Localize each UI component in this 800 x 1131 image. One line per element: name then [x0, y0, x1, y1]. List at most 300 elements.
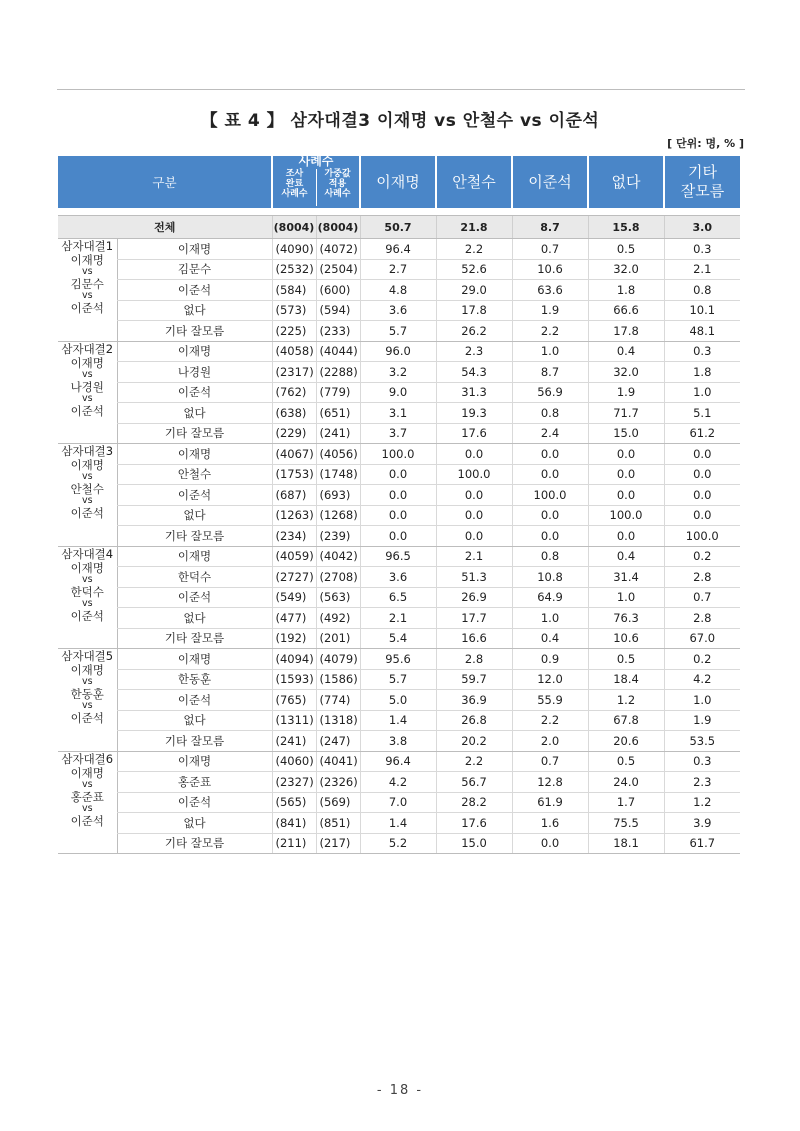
- row-value: 0.3: [664, 239, 740, 260]
- table-row: [58, 403, 740, 424]
- row-value: 67.0: [664, 628, 740, 649]
- row-value: 0.0: [512, 444, 588, 465]
- row-value: 100.0: [664, 526, 740, 547]
- row-value: 1.7: [588, 792, 664, 813]
- row-value: 4.2: [664, 669, 740, 690]
- table-row: [58, 423, 740, 444]
- row-n1: (225): [272, 321, 316, 342]
- row-n2: (2504): [316, 259, 360, 280]
- row-value: 2.7: [360, 259, 436, 280]
- row-value: 96.5: [360, 546, 436, 567]
- row-value: 26.9: [436, 587, 512, 608]
- table-row: [58, 239, 740, 260]
- row-value: 2.3: [664, 772, 740, 793]
- row-n1: (573): [272, 300, 316, 321]
- row-value: 36.9: [436, 690, 512, 711]
- row-value: 17.6: [436, 423, 512, 444]
- row-n1: (1593): [272, 669, 316, 690]
- row-value: 26.2: [436, 321, 512, 342]
- row-n2: (779): [316, 382, 360, 403]
- row-n1: (638): [272, 403, 316, 424]
- row-label: 없다: [117, 608, 272, 629]
- total-n2: (8004): [316, 216, 360, 239]
- row-value: 6.5: [360, 587, 436, 608]
- group-label: 삼자대결1 이재명 vs 김문수 vs 이준석: [58, 239, 117, 342]
- row-value: 0.7: [664, 587, 740, 608]
- row-n2: (594): [316, 300, 360, 321]
- total-value: 3.0: [664, 216, 740, 239]
- row-n1: (841): [272, 813, 316, 834]
- row-value: 0.0: [436, 485, 512, 506]
- row-n2: (1748): [316, 464, 360, 485]
- row-label: 이재명: [117, 751, 272, 772]
- row-label: 이준석: [117, 485, 272, 506]
- row-value: 56.7: [436, 772, 512, 793]
- row-value: 1.8: [588, 280, 664, 301]
- row-value: 61.7: [664, 833, 740, 854]
- row-n2: (201): [316, 628, 360, 649]
- row-value: 0.0: [360, 464, 436, 485]
- row-label: 없다: [117, 505, 272, 526]
- row-value: 3.6: [360, 300, 436, 321]
- table-row: [58, 526, 740, 547]
- unit-label: [ 단위: 명, % ]: [667, 137, 744, 150]
- row-value: 0.0: [360, 505, 436, 526]
- row-value: 20.6: [588, 731, 664, 752]
- row-n1: (584): [272, 280, 316, 301]
- row-value: 10.8: [512, 567, 588, 588]
- row-value: 0.0: [588, 485, 664, 506]
- header-sample-weighted: 가중값 적용 사례수: [324, 169, 351, 199]
- row-n1: (4059): [272, 546, 316, 567]
- header-col-3: 이준석: [512, 156, 588, 208]
- row-n2: (217): [316, 833, 360, 854]
- row-value: 28.2: [436, 792, 512, 813]
- row-value: 18.1: [588, 833, 664, 854]
- table-row: [58, 628, 740, 649]
- row-label: 한덕수: [117, 567, 272, 588]
- row-label: 이재명: [117, 546, 272, 567]
- table-row: [58, 710, 740, 731]
- group-label: 삼자대결3 이재명 vs 안철수 vs 이준석: [58, 444, 117, 547]
- row-value: 17.8: [436, 300, 512, 321]
- row-value: 10.6: [588, 628, 664, 649]
- row-label: 기타 잘모름: [117, 423, 272, 444]
- total-value: 50.7: [360, 216, 436, 239]
- row-value: 96.0: [360, 341, 436, 362]
- row-value: 2.8: [664, 567, 740, 588]
- row-value: 0.8: [512, 546, 588, 567]
- row-label: 기타 잘모름: [117, 321, 272, 342]
- header-col-5: 기타 잘모름: [664, 156, 740, 208]
- row-value: 10.1: [664, 300, 740, 321]
- row-n1: (234): [272, 526, 316, 547]
- row-n2: (4079): [316, 649, 360, 670]
- row-label: 안철수: [117, 464, 272, 485]
- row-value: 0.0: [664, 444, 740, 465]
- header-sample-caption: 사례수: [298, 154, 334, 168]
- row-value: 5.0: [360, 690, 436, 711]
- row-label: 홍준표: [117, 772, 272, 793]
- row-value: 5.7: [360, 669, 436, 690]
- row-value: 1.9: [588, 382, 664, 403]
- row-value: 75.5: [588, 813, 664, 834]
- row-value: 15.0: [588, 423, 664, 444]
- row-value: 8.7: [512, 362, 588, 383]
- row-value: 4.2: [360, 772, 436, 793]
- row-value: 2.2: [512, 321, 588, 342]
- row-value: 1.0: [512, 341, 588, 362]
- row-value: 100.0: [588, 505, 664, 526]
- row-n2: (492): [316, 608, 360, 629]
- total-value: 8.7: [512, 216, 588, 239]
- row-value: 15.0: [436, 833, 512, 854]
- header-col-1: 이재명: [360, 156, 436, 208]
- row-value: 0.0: [512, 464, 588, 485]
- row-n2: (774): [316, 690, 360, 711]
- row-value: 0.0: [436, 526, 512, 547]
- row-value: 56.9: [512, 382, 588, 403]
- header-row: [58, 156, 740, 208]
- row-value: 1.4: [360, 710, 436, 731]
- row-n1: (4060): [272, 751, 316, 772]
- row-n2: (2708): [316, 567, 360, 588]
- row-n1: (241): [272, 731, 316, 752]
- table-row: [58, 731, 740, 752]
- row-label: 없다: [117, 403, 272, 424]
- table-row: [58, 833, 740, 854]
- table-title: 【 표 4 】 삼자대결3 이재명 vs 안철수 vs 이준석: [200, 111, 600, 131]
- row-n2: (4044): [316, 341, 360, 362]
- group-label: 삼자대결5 이재명 vs 한동훈 vs 이준석: [58, 649, 117, 752]
- table-row: [58, 444, 740, 465]
- row-n1: (211): [272, 833, 316, 854]
- row-value: 16.6: [436, 628, 512, 649]
- group-label: 삼자대결4 이재명 vs 한덕수 vs 이준석: [58, 546, 117, 649]
- table-row: [58, 751, 740, 772]
- row-value: 1.0: [512, 608, 588, 629]
- row-value: 2.3: [436, 341, 512, 362]
- table-row: [58, 587, 740, 608]
- row-value: 61.2: [664, 423, 740, 444]
- row-value: 3.8: [360, 731, 436, 752]
- row-n1: (1311): [272, 710, 316, 731]
- row-value: 20.2: [436, 731, 512, 752]
- row-value: 0.0: [588, 444, 664, 465]
- row-value: 0.0: [360, 485, 436, 506]
- row-value: 76.3: [588, 608, 664, 629]
- row-value: 0.0: [512, 833, 588, 854]
- row-n2: (2288): [316, 362, 360, 383]
- row-value: 0.0: [588, 526, 664, 547]
- row-value: 100.0: [360, 444, 436, 465]
- row-n1: (2317): [272, 362, 316, 383]
- row-value: 52.6: [436, 259, 512, 280]
- row-value: 1.9: [512, 300, 588, 321]
- row-value: 0.5: [588, 649, 664, 670]
- row-n1: (1263): [272, 505, 316, 526]
- row-n1: (565): [272, 792, 316, 813]
- row-value: 54.3: [436, 362, 512, 383]
- total-value: 21.8: [436, 216, 512, 239]
- row-value: 67.8: [588, 710, 664, 731]
- row-value: 55.9: [512, 690, 588, 711]
- row-label: 기타 잘모름: [117, 833, 272, 854]
- row-value: 12.8: [512, 772, 588, 793]
- row-n2: (233): [316, 321, 360, 342]
- row-value: 66.6: [588, 300, 664, 321]
- row-n2: (1586): [316, 669, 360, 690]
- header-sample-completed: 조사 완료 사례수: [281, 169, 308, 199]
- row-value: 2.8: [664, 608, 740, 629]
- header-gubun: 구분: [58, 156, 272, 208]
- row-n1: (4067): [272, 444, 316, 465]
- table-row: [58, 341, 740, 362]
- table-row: [58, 485, 740, 506]
- row-n2: (247): [316, 731, 360, 752]
- row-value: 19.3: [436, 403, 512, 424]
- row-value: 2.1: [360, 608, 436, 629]
- header-col-4: 없다: [588, 156, 664, 208]
- row-n1: (4058): [272, 341, 316, 362]
- row-value: 48.1: [664, 321, 740, 342]
- table-row: [58, 382, 740, 403]
- row-value: 0.8: [512, 403, 588, 424]
- row-value: 0.4: [588, 546, 664, 567]
- row-value: 0.3: [664, 751, 740, 772]
- page-number: - 18 -: [376, 1083, 424, 1098]
- row-label: 이준석: [117, 382, 272, 403]
- row-value: 2.1: [664, 259, 740, 280]
- row-value: 71.7: [588, 403, 664, 424]
- table-row: [58, 608, 740, 629]
- total-row: [58, 216, 740, 239]
- row-n1: (192): [272, 628, 316, 649]
- row-value: 1.0: [664, 690, 740, 711]
- row-label: 기타 잘모름: [117, 731, 272, 752]
- row-value: 32.0: [588, 259, 664, 280]
- row-value: 51.3: [436, 567, 512, 588]
- row-value: 0.0: [664, 505, 740, 526]
- row-value: 0.3: [664, 341, 740, 362]
- row-value: 2.2: [512, 710, 588, 731]
- row-value: 63.6: [512, 280, 588, 301]
- row-value: 3.1: [360, 403, 436, 424]
- table-row: [58, 280, 740, 301]
- row-value: 1.9: [664, 710, 740, 731]
- row-value: 1.4: [360, 813, 436, 834]
- row-n2: (1268): [316, 505, 360, 526]
- row-value: 10.6: [512, 259, 588, 280]
- row-value: 32.0: [588, 362, 664, 383]
- row-value: 5.4: [360, 628, 436, 649]
- row-value: 31.4: [588, 567, 664, 588]
- row-n1: (687): [272, 485, 316, 506]
- row-value: 0.8: [664, 280, 740, 301]
- row-value: 0.5: [588, 751, 664, 772]
- table-body: [58, 216, 740, 854]
- table-row: [58, 362, 740, 383]
- row-value: 0.0: [588, 464, 664, 485]
- row-value: 0.0: [664, 464, 740, 485]
- row-n1: (2727): [272, 567, 316, 588]
- row-label: 나경원: [117, 362, 272, 383]
- row-label: 이준석: [117, 690, 272, 711]
- row-value: 1.2: [664, 792, 740, 813]
- row-value: 0.7: [512, 239, 588, 260]
- row-value: 0.0: [436, 505, 512, 526]
- table-row: [58, 567, 740, 588]
- row-n2: (851): [316, 813, 360, 834]
- row-label: 한동훈: [117, 669, 272, 690]
- table-row: [58, 772, 740, 793]
- row-label: 이재명: [117, 341, 272, 362]
- row-n1: (477): [272, 608, 316, 629]
- row-value: 96.4: [360, 239, 436, 260]
- row-value: 2.4: [512, 423, 588, 444]
- row-value: 100.0: [512, 485, 588, 506]
- row-n1: (2532): [272, 259, 316, 280]
- total-n1: (8004): [272, 216, 316, 239]
- row-value: 0.4: [512, 628, 588, 649]
- row-value: 1.0: [588, 587, 664, 608]
- row-value: 0.0: [436, 444, 512, 465]
- row-n2: (4072): [316, 239, 360, 260]
- table-row: [58, 259, 740, 280]
- group-label: 삼자대결6 이재명 vs 홍준표 vs 이준석: [58, 751, 117, 854]
- results-table: [58, 156, 740, 854]
- row-label: 김문수: [117, 259, 272, 280]
- row-value: 29.0: [436, 280, 512, 301]
- row-value: 17.6: [436, 813, 512, 834]
- table-row: [58, 505, 740, 526]
- row-value: 4.8: [360, 280, 436, 301]
- row-value: 5.1: [664, 403, 740, 424]
- row-n1: (762): [272, 382, 316, 403]
- row-n2: (241): [316, 423, 360, 444]
- row-value: 2.8: [436, 649, 512, 670]
- row-n2: (1318): [316, 710, 360, 731]
- row-value: 95.6: [360, 649, 436, 670]
- row-value: 2.2: [436, 751, 512, 772]
- row-label: 이준석: [117, 587, 272, 608]
- table-row: [58, 649, 740, 670]
- row-label: 이준석: [117, 792, 272, 813]
- total-value: 15.8: [588, 216, 664, 239]
- row-label: 이재명: [117, 649, 272, 670]
- row-value: 2.1: [436, 546, 512, 567]
- row-value: 2.0: [512, 731, 588, 752]
- row-n1: (1753): [272, 464, 316, 485]
- group-label: 삼자대결2 이재명 vs 나경원 vs 이준석: [58, 341, 117, 444]
- table-row: [58, 321, 740, 342]
- row-label: 없다: [117, 710, 272, 731]
- table-row: [58, 813, 740, 834]
- row-value: 1.2: [588, 690, 664, 711]
- row-n2: (4042): [316, 546, 360, 567]
- row-value: 0.2: [664, 546, 740, 567]
- top-rule: [57, 89, 745, 90]
- row-n2: (239): [316, 526, 360, 547]
- row-value: 3.6: [360, 567, 436, 588]
- table-row: [58, 464, 740, 485]
- row-value: 12.0: [512, 669, 588, 690]
- row-value: 17.7: [436, 608, 512, 629]
- row-n2: (563): [316, 587, 360, 608]
- table-row: [58, 300, 740, 321]
- row-n2: (2326): [316, 772, 360, 793]
- row-n1: (765): [272, 690, 316, 711]
- row-value: 3.7: [360, 423, 436, 444]
- row-n1: (4090): [272, 239, 316, 260]
- row-label: 이준석: [117, 280, 272, 301]
- row-value: 7.0: [360, 792, 436, 813]
- row-value: 53.5: [664, 731, 740, 752]
- row-value: 5.2: [360, 833, 436, 854]
- row-value: 26.8: [436, 710, 512, 731]
- row-n2: (693): [316, 485, 360, 506]
- row-value: 64.9: [512, 587, 588, 608]
- row-label: 없다: [117, 300, 272, 321]
- table-row: [58, 546, 740, 567]
- row-value: 1.0: [664, 382, 740, 403]
- row-label: 이재명: [117, 444, 272, 465]
- row-value: 24.0: [588, 772, 664, 793]
- row-n1: (4094): [272, 649, 316, 670]
- row-n2: (600): [316, 280, 360, 301]
- row-n2: (4056): [316, 444, 360, 465]
- header-col-2: 안철수: [436, 156, 512, 208]
- row-label: 이재명: [117, 239, 272, 260]
- row-value: 2.2: [436, 239, 512, 260]
- row-value: 0.2: [664, 649, 740, 670]
- row-value: 5.7: [360, 321, 436, 342]
- row-value: 0.7: [512, 751, 588, 772]
- row-label: 없다: [117, 813, 272, 834]
- row-value: 1.8: [664, 362, 740, 383]
- row-value: 1.6: [512, 813, 588, 834]
- table-row: [58, 690, 740, 711]
- row-n2: (4041): [316, 751, 360, 772]
- row-n2: (651): [316, 403, 360, 424]
- row-value: 17.8: [588, 321, 664, 342]
- row-n1: (2327): [272, 772, 316, 793]
- row-value: 0.0: [360, 526, 436, 547]
- row-label: 기타 잘모름: [117, 526, 272, 547]
- row-value: 0.4: [588, 341, 664, 362]
- row-value: 96.4: [360, 751, 436, 772]
- table-row: [58, 669, 740, 690]
- row-value: 18.4: [588, 669, 664, 690]
- row-n2: (569): [316, 792, 360, 813]
- header-sample-count: [272, 156, 360, 208]
- row-value: 3.2: [360, 362, 436, 383]
- row-label: 기타 잘모름: [117, 628, 272, 649]
- table-row: [58, 792, 740, 813]
- row-value: 100.0: [436, 464, 512, 485]
- row-value: 61.9: [512, 792, 588, 813]
- row-value: 0.0: [512, 505, 588, 526]
- row-value: 59.7: [436, 669, 512, 690]
- row-value: 0.9: [512, 649, 588, 670]
- row-value: 0.0: [664, 485, 740, 506]
- row-n1: (549): [272, 587, 316, 608]
- row-value: 0.5: [588, 239, 664, 260]
- row-value: 9.0: [360, 382, 436, 403]
- row-value: 3.9: [664, 813, 740, 834]
- row-value: 31.3: [436, 382, 512, 403]
- row-n1: (229): [272, 423, 316, 444]
